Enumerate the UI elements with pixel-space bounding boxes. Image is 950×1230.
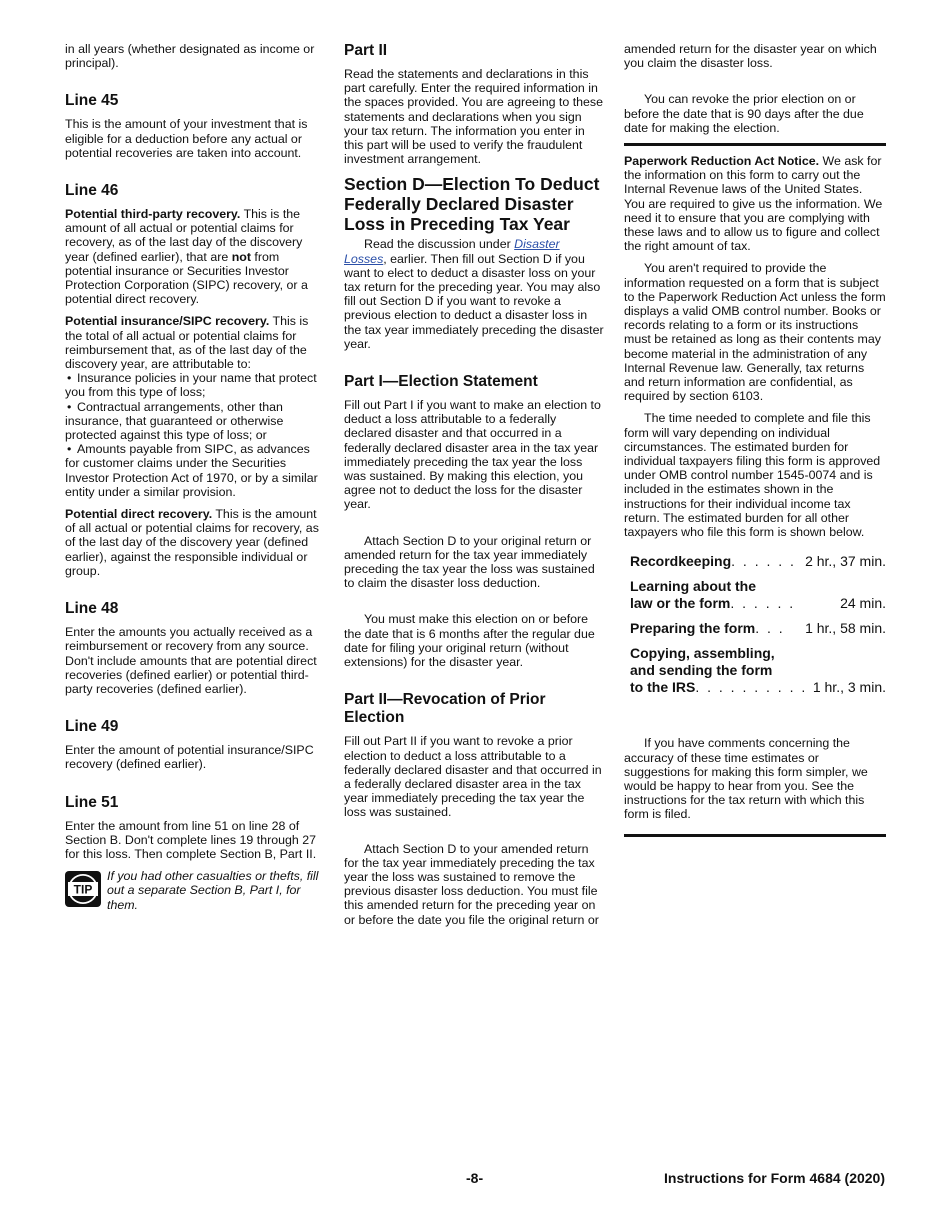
line45-heading: Line 45 (65, 92, 119, 110)
part2-heading: Part II (344, 42, 388, 59)
third-party-paragraph (65, 207, 323, 306)
comments-text: If you have comments concerning the accuracy of these time estimates or suggestions for making this form simpler, we would be happy to hear from you. See the instructions for the tax return with which this form is filed. (624, 736, 868, 822)
bullet-item: • Insurance policies in your name that protect you from this type of loss; (65, 371, 323, 399)
divider (624, 143, 886, 146)
burden-dots: . . . . . . . . . . (695, 679, 808, 696)
line49-heading: Line 49 (65, 718, 119, 736)
bullet-item: • Contractual arrangements, other than insurance, that guaranteed or otherwise protected against this type of loss; or (65, 400, 323, 443)
partI-p3: You must make this election on or before the date that is 6 months after the regular due date for filing your original return (without extensions) for the disaster year. (344, 612, 595, 670)
burden-label-line1: Learning about the (630, 578, 756, 595)
line46-heading: Line 46 (65, 182, 119, 200)
revoke-text: You can revoke the prior election on or before the date that is 90 days after the due date for making the election. (624, 92, 864, 135)
burden-dots: . . . (755, 620, 785, 637)
partI-p2: Attach Section D to your original return or amended return for the tax year immediately preceding the tax year the loss was sustained to claim the disaster loss deduction. (344, 533, 595, 591)
direct-paragraph (65, 507, 323, 578)
direct-text: This is the amount of all actual or potential claims for recovery, as of the last day of the discovery year (defined earlier), against the responsible individual or group. (65, 507, 319, 578)
burden-label: to the IRS (630, 679, 696, 696)
partI-p1: Fill out Part I if you want to make an election to deduct a loss attributable to a federally declared disaster and that occurred in a federally declared disaster area in the tax year immediately preceding the tax year the loss was sustained. By making this election, you agree not to deduct the loss for the disaster year. (344, 398, 601, 512)
continued-text: in all years (whether designated as income or principal). (65, 42, 315, 71)
third-party-term: Potential third-party recovery. (65, 207, 241, 222)
partII-p2: Attach Section D to your amended return for the tax year immediately preceding the tax year the loss was sustained to remove the previous disaster loss deduction. You must file this amended return for the preceding year on or before the date you file the original return or (344, 841, 599, 927)
insurance-text: This is the total of all actual or potential claims for reimbursement that, as of the last day of the discovery year, are attributable to: (65, 314, 309, 372)
pra-paragraph (624, 154, 886, 253)
continued-text: amended return for the disaster year on which you claim the disaster loss. (624, 42, 877, 71)
tip-box (65, 869, 323, 912)
burden-value: 2 hr., 37 min. (805, 553, 886, 570)
direct-term: Potential direct recovery. (65, 507, 213, 522)
burden-value: 1 hr., 3 min. (812, 679, 886, 696)
third-party-text-a: This is the amount of all actual or potential claims for recovery, as of the last day of the discovery year (defined earlier), that are (65, 207, 303, 264)
tip-text: If you had other casualties or thefts, fill out a separate Section B, Part I, for them. (107, 869, 319, 912)
partII-heading: Part II—Revocation of Prior Election (344, 691, 546, 727)
burden-row (630, 620, 886, 637)
burden-label-line2: and sending the form (630, 662, 773, 679)
divider (624, 834, 886, 837)
partI-heading: Part I—Election Statement (344, 373, 538, 391)
line51-text: Enter the amount from line 51 on line 28 of Section B. Don't complete lines 19 through 27 for this loss. Then complete Section B, Part II. (65, 818, 317, 861)
pra-term: Paperwork Reduction Act Notice. (624, 154, 820, 169)
burden-dots: . . . . . . (730, 595, 796, 612)
page-number: -8- (466, 1170, 484, 1186)
document-title: Instructions for Form 4684 (2020) (664, 1170, 885, 1186)
line48-text: Enter the amounts you actually received as a reimbursement or recovery from any source. Don't include amounts that are potential direct recoveries (defined earlier) or potential third-party recoveries (defined earlier). (65, 625, 317, 696)
part2-text: Read the statements and declarations in this part carefully. Enter the required information in the spaces provided. You are agreeing to these statements and declarations when you sign your tax return. The information you enter in this part will be used to verify the fraudulent investment arrangement. (344, 67, 604, 167)
sectionD-text-b: , earlier. Then fill out Section D if you want to elect to deduct a disaster loss on your tax return for the preceding year. You may also fill out Section D if you want to revoke a previous election to deduct a disaster loss in the tax year immediately preceding the disaster year. (344, 251, 604, 351)
burden-label: Preparing the form (630, 620, 756, 637)
burden-value: 24 min. (840, 595, 886, 612)
burden-dots: . . . . . . (731, 553, 796, 570)
column-left (65, 42, 323, 912)
burden-table (630, 553, 886, 696)
third-party-text-b: from potential insurance or Securities Investor Protection Corporation (SIPC) recovery, or a potential direct recovery. (65, 249, 308, 307)
sectionD-text (344, 237, 605, 351)
burden-row (630, 578, 886, 612)
burden-label: Recordkeeping (630, 553, 732, 570)
line51-heading: Line 51 (65, 793, 119, 811)
burden-label-line1: Copying, assembling, (630, 645, 775, 662)
tip-icon (65, 871, 101, 907)
partII-p1: Fill out Part II if you want to revoke a prior election to deduct a loss attributable to a federally declared disaster and that occurred in a federally declared disaster area in the tax year immediately preceding the tax year the loss was sustained. (344, 734, 602, 820)
burden-row (630, 553, 886, 570)
sectionD-text-a: Read the discussion under (364, 237, 511, 252)
column-middle (344, 42, 605, 935)
burden-label: law or the form (630, 595, 731, 612)
bullet-item: • Amounts payable from SIPC, as advances for customer claims under the Securities Investor Protection Act of 1970, or by a similar entity under a similar provision. (65, 442, 323, 499)
line48-heading: Line 48 (65, 600, 119, 618)
line45-text: This is the amount of your investment that is eligible for a deduction before any actual or potential recoveries are taken into account. (65, 117, 308, 160)
sectionD-heading: Section D—Election To Deduct Federally Declared Disaster Loss in Preceding Tax Year (344, 174, 600, 235)
line49-text: Enter the amount of potential insurance/SIPC recovery (defined earlier). (65, 743, 314, 772)
pra-text: We ask for the information on this form to carry out the Internal Revenue laws of the United States. You are required to give us the information. We need it to ensure that you are complying with these laws and to allow us to figure and collect the right amount of tax. (624, 154, 883, 254)
disaster-losses-link[interactable]: Disaster Losses (344, 237, 560, 266)
pra-p2: You aren't required to provide the information requested on a form that is subject to the Paperwork Reduction Act unless the form displays a valid OMB control number. Books or records relating to a form or its instructions must be retained as long as their contents may become material in the administration of any Internal Revenue law. Generally, tax returns and return information are confidential, as required by section 6103. (624, 261, 886, 404)
pra-p3: The time needed to complete and file this form will vary depending on individual circumstances. The estimated burden for individual taxpayers filing this form is approved under OMB control number 1545-0074 and is included in the estimates shown in the instructions for their individual income tax return. The estimated burden for all other taxpayers who file this form is shown below. (624, 411, 881, 540)
third-party-not: not (231, 249, 251, 264)
burden-value: 1 hr., 58 min. (805, 620, 886, 637)
insurance-paragraph (65, 314, 323, 371)
tip-label: TIP (73, 882, 93, 897)
burden-row (630, 645, 886, 696)
insurance-term: Potential insurance/SIPC recovery. (65, 314, 270, 329)
column-right (624, 42, 886, 845)
